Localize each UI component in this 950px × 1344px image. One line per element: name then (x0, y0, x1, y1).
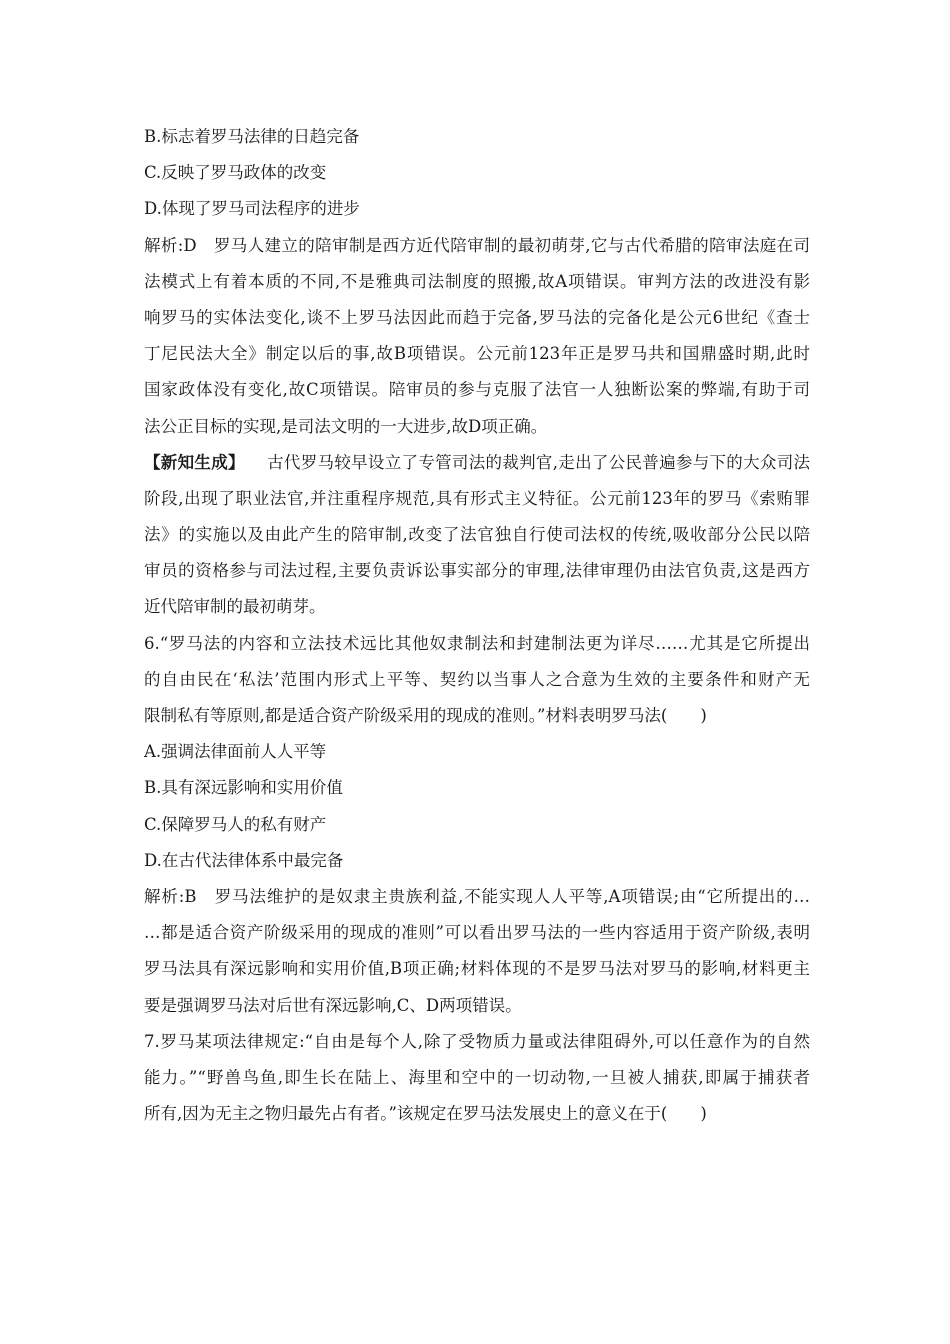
q6-option-a: A.强调法律面前人人平等 (144, 742, 327, 762)
q6-analysis-line: 解析:B 罗马法维护的是奴隶主贵族利益,不能实现人人平等,A项错误;由“它所提出的… (144, 886, 810, 906)
q6-stem-line: 的自由民在‘私法’范围内形式上平等、契约以当事人之合意为生效的主要条件和财产无 (144, 669, 810, 689)
document-page (144, 124, 810, 1137)
new-knowledge-line: 阶段,出现了职业法官,并注重程序规范,具有形式主义特征。公元前123年的罗马《索贿罪 (144, 488, 810, 508)
new-knowledge-title: 【新知生成】 (144, 452, 245, 472)
new-knowledge-first-line (144, 450, 810, 486)
new-knowledge-text: 古代罗马较早设立了专管司法的裁判官,走出了公民普遍参与下的大众司法 (266, 452, 810, 472)
q6-stem-line: 6.“罗马法的内容和立法技术远比其他奴隶制法和封建制法更为详尽……尤其是它所提出 (144, 633, 810, 653)
q5-analysis-line: 法公正目标的实现,是司法文明的一大进步,故D项正确。 (144, 416, 548, 436)
q5-analysis-line: 解析:D 罗马人建立的陪审制是西方近代陪审制的最初萌芽,它与古代希腊的陪审法庭在司 (144, 235, 810, 255)
q5-analysis (144, 233, 810, 450)
q5-option-d: D.体现了罗马司法程序的进步 (144, 199, 360, 219)
new-knowledge-line: 审员的资格参与司法过程,主要负责诉讼事实部分的审理,法律审理仍由法官负责,这是西方 (144, 561, 810, 581)
q7-stem-line: 能力。”“野兽鸟鱼,即生长在陆上、海里和空中的一切动物,一旦被人捕获,即属于捕获者 (144, 1067, 810, 1087)
q6-analysis-line: 罗马法具有深远影响和实用价值,B项正确;材料体现的不是罗马法对罗马的影响,材料更主 (144, 959, 810, 979)
q7-stem-line: 所有,因为无主之物归最先占有者。”该规定在罗马法发展史上的意义在于( ) (144, 1104, 707, 1124)
new-knowledge-line: 近代陪审制的最初萌芽。 (144, 597, 326, 617)
q6-analysis-line: …都是适合资产阶级采用的现成的准则”可以看出罗马法的一些内容适用于资产阶级,表明 (144, 923, 810, 943)
q5-analysis-line: 法模式上有着本质的不同,不是雅典司法制度的照搬,故A项错误。审判方法的改进没有影 (144, 271, 810, 291)
q6-option-c: C.保障罗马人的私有财产 (144, 814, 327, 834)
q5-option-b: B.标志着罗马法律的日趋完备 (144, 127, 360, 146)
new-knowledge-line: 法》的实施以及由此产生的陪审制,改变了法官独自行使司法权的传统,吸收部分公民以陪 (144, 525, 810, 545)
q6-analysis-line: 要是强调罗马法对后世有深远影响,C、D两项错误。 (144, 995, 522, 1015)
q6-option-d: D.在古代法律体系中最完备 (144, 850, 344, 870)
q5-analysis-line: 国家政体没有变化,故C项错误。陪审员的参与克服了法官一人独断讼案的弊端,有助于司 (144, 380, 810, 400)
q5-option-c: C.反映了罗马政体的改变 (144, 163, 327, 183)
q6-option-b: B.具有深远影响和实用价值 (144, 778, 343, 798)
q7 (144, 1029, 810, 1138)
q5-analysis-line: 响罗马的实体法变化,谈不上罗马法因此而趋于完备,罗马法的完备化是公元6世纪《查士 (144, 307, 810, 327)
new-knowledge-section (144, 450, 810, 631)
q6 (144, 631, 810, 1029)
q7-stem-line: 7.罗马某项法律规定:“自由是每个人,除了受物质力量或法律阻碍外,可以任意作为的自然 (144, 1031, 810, 1051)
q5-analysis-line: 丁尼民法大全》制定以后的事,故B项错误。公元前123年正是罗马共和国鼎盛时期,此时 (144, 344, 810, 364)
q6-stem-line: 限制私有等原则,都是适合资产阶级采用的现成的准则。”材料表明罗马法( ) (144, 706, 707, 725)
